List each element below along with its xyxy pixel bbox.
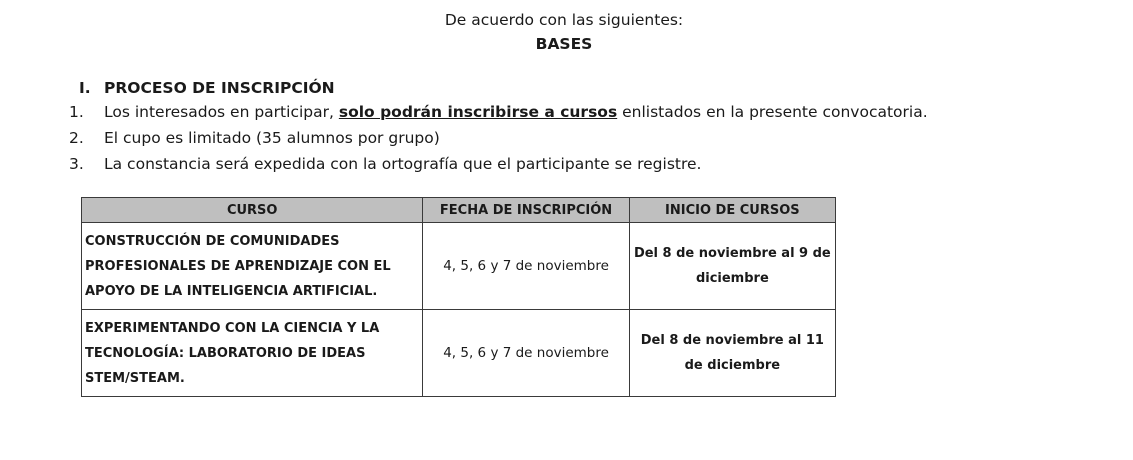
rule-item-1: [69, 102, 928, 122]
header-inicio-cursos: INICIO DE CURSOS: [629, 198, 835, 223]
section-numeral: I.: [79, 79, 91, 97]
rule-item-2: [69, 128, 440, 148]
rule-number: 3.: [69, 155, 84, 173]
rule-number: 1.: [69, 103, 84, 121]
table-row: [82, 223, 836, 310]
rule-text-before: Los interesados en participar,: [104, 103, 339, 121]
registration-dates: 4, 5, 6 y 7 de noviembre: [423, 310, 629, 397]
rule-text: La constancia será expedida con la ortografía que el participante se registre.: [104, 155, 702, 173]
intro-text: De acuerdo con las siguientes:: [444, 11, 684, 29]
rule-number: 2.: [69, 129, 84, 147]
course-start: Del 8 de noviembre al 11 de diciembre: [629, 310, 835, 397]
table-row: [82, 310, 836, 397]
rule-text: El cupo es limitado (35 alumnos por grupo): [104, 129, 440, 147]
rule-item-3: [69, 154, 701, 174]
courses-table: [81, 197, 836, 397]
section-heading: [79, 78, 335, 98]
section-title: PROCESO DE INSCRIPCIÓN: [104, 79, 335, 97]
header-fecha-inscripcion: FECHA DE INSCRIPCIÓN: [423, 198, 629, 223]
course-name: CONSTRUCCIÓN DE COMUNIDADES PROFESIONALES DE APRENDIZAJE CON EL APOYO DE LA INTELIGENCIA ARTIFICIAL.: [82, 223, 423, 310]
course-name: EXPERIMENTANDO CON LA CIENCIA Y LA TECNOLOGÍA: LABORATORIO DE IDEAS STEM/STEAM.: [82, 310, 423, 397]
bases-title: BASES: [535, 35, 593, 53]
header-curso: CURSO: [82, 198, 423, 223]
table-header-row: [82, 198, 836, 223]
course-start: Del 8 de noviembre al 9 de diciembre: [629, 223, 835, 310]
registration-dates: 4, 5, 6 y 7 de noviembre: [423, 223, 629, 310]
rule-text-after: enlistados en la presente convocatoria.: [617, 103, 928, 121]
rule-emphasis: solo podrán inscribirse a cursos: [338, 103, 618, 121]
